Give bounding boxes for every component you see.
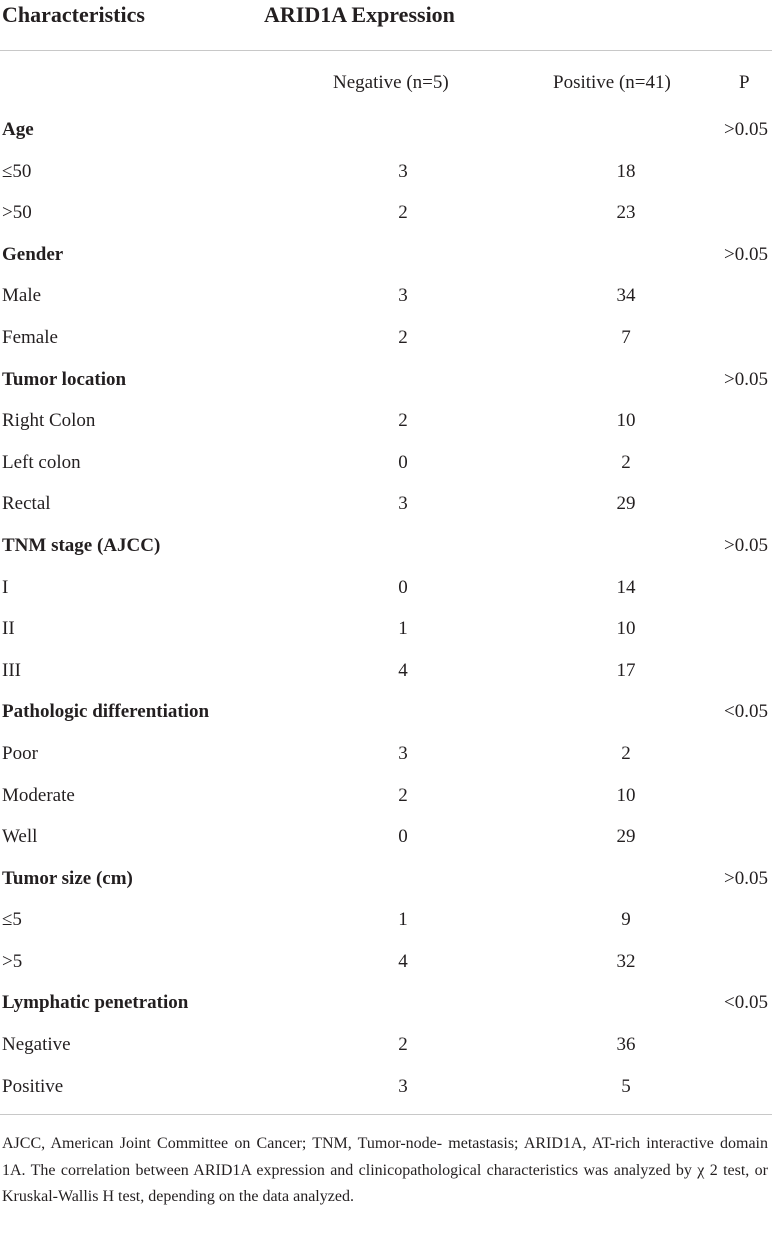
positive-count: 10: [616, 410, 636, 432]
table-group-row: [0, 982, 772, 1024]
positive-count: 18: [616, 160, 636, 182]
p-value: <0.05: [724, 992, 768, 1014]
table-row: [0, 1024, 772, 1066]
negative-count: 2: [398, 202, 408, 224]
p-value: <0.05: [724, 701, 768, 723]
column-subheader: [0, 72, 772, 102]
positive-count: 10: [616, 618, 636, 640]
table-row: [0, 192, 772, 234]
group-label: Tumor location: [2, 368, 127, 390]
group-label: Lymphatic penetration: [2, 992, 189, 1014]
row-label: II: [2, 618, 15, 640]
row-label: >5: [2, 950, 23, 972]
positive-count: 7: [621, 326, 631, 348]
negative-count: 2: [398, 410, 408, 432]
table-row: [0, 151, 772, 193]
group-label: Age: [2, 119, 34, 140]
arid1a-expression-heading: ARID1A Expression: [264, 2, 455, 27]
table-footnote: AJCC, American Joint Committee on Cancer; TNM, Tumor-node- metastasis; ARID1A, AT-rich interactive domain 1A. The correlation between ARID1A expression and clinicopathological characteristics was analyzed by χ 2 test, or Kruskal-Wallis H test, depending on the data analyzed.: [2, 1135, 768, 1205]
positive-count: 34: [616, 285, 636, 307]
positive-column-heading: Positive (n=41): [553, 72, 671, 93]
p-value: >0.05: [724, 119, 768, 140]
table-group-row: [0, 525, 772, 567]
table-row: [0, 816, 772, 858]
group-label: Tumor size (cm): [2, 867, 133, 889]
positive-count: 36: [616, 1034, 636, 1056]
table-group-row: [0, 691, 772, 733]
footer-divider: [0, 1114, 772, 1115]
p-column-heading: P: [739, 72, 750, 93]
negative-count: 3: [398, 1075, 408, 1097]
negative-count: 4: [398, 659, 408, 681]
positive-count: 29: [616, 493, 636, 515]
group-label: Pathologic differentiation: [2, 701, 210, 723]
positive-count: 23: [616, 202, 636, 224]
negative-count: 1: [398, 618, 408, 640]
positive-count: 5: [621, 1075, 631, 1097]
table-row: [0, 442, 772, 484]
group-label: TNM stage (AJCC): [2, 534, 161, 556]
table-header: [0, 0, 772, 34]
row-label: >50: [2, 202, 32, 224]
p-value: >0.05: [724, 368, 768, 390]
negative-count: 3: [398, 742, 408, 764]
positive-count: 2: [621, 742, 631, 764]
table-row: [0, 1066, 772, 1108]
p-value: >0.05: [724, 867, 768, 889]
table-row: [0, 733, 772, 775]
negative-count: 0: [398, 451, 408, 473]
row-label: Right Colon: [2, 410, 96, 432]
negative-count: 2: [398, 784, 408, 806]
table-group-row: [0, 359, 772, 401]
negative-count: 0: [398, 826, 408, 848]
positive-count: 14: [616, 576, 636, 598]
negative-column-heading: Negative (n=5): [333, 72, 449, 93]
table-group-row: [0, 109, 772, 151]
table-row: [0, 899, 772, 941]
table-row: [0, 567, 772, 609]
positive-count: 2: [621, 451, 631, 473]
negative-count: 3: [398, 160, 408, 182]
table-row: [0, 775, 772, 817]
row-label: Left colon: [2, 451, 81, 473]
positive-count: 10: [616, 784, 636, 806]
header-divider: [0, 50, 772, 51]
row-label: Moderate: [2, 784, 75, 806]
row-label: Female: [2, 326, 58, 348]
positive-count: 29: [616, 826, 636, 848]
row-label: Well: [2, 826, 38, 848]
negative-count: 1: [398, 909, 408, 931]
row-label: ≤50: [2, 160, 32, 182]
row-label: Male: [2, 285, 42, 307]
row-label: Rectal: [2, 493, 51, 515]
table-row: [0, 483, 772, 525]
negative-count: 0: [398, 576, 408, 598]
table-row: [0, 317, 772, 359]
row-label: ≤5: [2, 909, 22, 931]
positive-count: 17: [616, 659, 636, 681]
table-group-row: [0, 234, 772, 276]
negative-count: 4: [398, 950, 408, 972]
table-row: [0, 650, 772, 692]
row-label: I: [2, 576, 9, 598]
row-label: Positive: [2, 1075, 64, 1097]
row-label: Negative: [2, 1034, 71, 1056]
p-value: >0.05: [724, 534, 768, 556]
group-label: Gender: [2, 243, 64, 265]
table-body: [0, 109, 772, 1107]
characteristics-heading: Characteristics: [2, 2, 145, 27]
table-row: [0, 400, 772, 442]
negative-count: 2: [398, 1034, 408, 1056]
table-group-row: [0, 858, 772, 900]
positive-count: 32: [616, 950, 636, 972]
negative-count: 3: [398, 493, 408, 515]
negative-count: 2: [398, 326, 408, 348]
table-row: [0, 608, 772, 650]
row-label: III: [2, 659, 21, 681]
p-value: >0.05: [724, 243, 768, 265]
table-row: [0, 275, 772, 317]
negative-count: 3: [398, 285, 408, 307]
positive-count: 9: [621, 909, 631, 931]
table-row: [0, 941, 772, 983]
row-label: Poor: [2, 742, 38, 764]
